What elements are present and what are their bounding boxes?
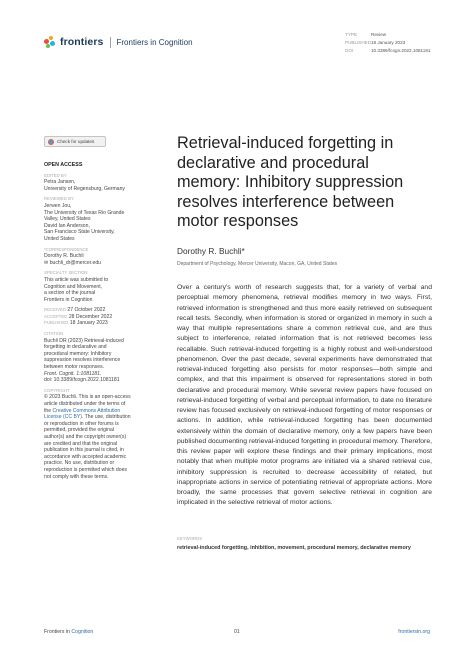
edited-by-heading: EDITED BY — [44, 172, 67, 178]
meta-published: PUBLISHED18 January 2023 — [345, 40, 406, 45]
reviewer-line: United States — [44, 235, 75, 242]
journal-name: Frontiers in Cognition — [116, 37, 193, 47]
citation-line: between motor responses. — [44, 364, 105, 371]
copyright-line: practice. No use, distribution or — [44, 460, 115, 467]
page-number: 01 — [234, 629, 240, 635]
copyright-line: author(s) and the copyright owner(s) — [44, 433, 127, 440]
title-line: Retrieval-induced forgetting in — [177, 134, 394, 152]
meta-doi[interactable]: DOI 10.3389/fcogn.2022.1081181 — [345, 48, 431, 53]
open-access-label: OPEN ACCESS — [44, 162, 83, 168]
keywords-heading: KEYWORDS — [177, 536, 203, 541]
check-updates-icon — [48, 139, 54, 145]
correspondence-heading: *CORRESPONDENCE — [44, 246, 89, 252]
copyright-heading: COPYRIGHT — [44, 387, 70, 393]
article-sidebar — [44, 162, 154, 480]
specialty-line: Frontiers in Cognition — [44, 296, 93, 303]
editor-line: Petra Jansen, — [44, 179, 76, 186]
title-line: resolves interference between — [177, 192, 395, 211]
copyright-line: are credited and that the original — [44, 440, 118, 447]
copyright-line: License (CC BY). The use, distribution — [44, 414, 131, 421]
citation-line: suppression resolves interference — [44, 357, 121, 364]
check-updates-button[interactable] — [44, 136, 106, 147]
editor-line: University of Regensburg, Germany — [44, 185, 125, 192]
article-title — [177, 134, 439, 232]
abstract-text: Over a century's worth of research suggests that, for a variety of verbal and perceptual memory phenomena, retrieval modifies memory in two ways. First, retrieved information is strengthened and thus more easily retrieved on subsequent recall tests. Secondly, when information is stored or organized in memory in such a way that multiple representations share a common retrieval cue, and are thus subject to interference, related information that is not retrieved becomes less recallable. Such retrieval-induced forgetting is a highly robust and well-understood phenomenon. Over the past decade, several experiments have demonstrated that retrieval-induced forgetting also persists for motor responses—both simple and complex, and that this impairment is observed for representations stored in both declarative and procedural memory. While several review papers have focused on retrieval-induced forgetting of verbal and perceptual information, to date no literature review has focused exclusively on retrieval-induced forgetting of motor responses or actions. In addition, while retrieval-induced forgetting has been documented extensively within the domain of declarative memory, only a few papers have been published documenting retrieval-induced forgetting in procedural memory. Therefore, this review paper will explore these findings and their primary implications, most notably that when multiple motor programs are initiated via a shared retrieval cue, inhibitory suppression is recruited to decrease accessibility of related, but inappropriate actions in service of potentiating retrieval of appropriate actions. More broadly, the same processes that govern selective retrieval in cognition are implicated in the selective retrieval of motor actions. — [177, 284, 432, 507]
reviewer-line: Jerwen Jou, — [44, 202, 72, 209]
reviewer-line: The University of Texas Rio Grande — [44, 209, 125, 216]
specialty-line: This article was submitted to — [44, 276, 109, 283]
meta-type: TYPE Review — [345, 32, 387, 37]
specialty-line: a section of the journal — [44, 290, 96, 297]
citation-line: Front. Cognit. 1:1081181. — [44, 370, 102, 377]
citation-line: procedural memory: Inhibitory — [44, 350, 112, 357]
citation-heading: CITATION — [44, 331, 64, 337]
citation-line: Buchli DR (2023) Retrieval-induced — [44, 337, 124, 344]
copyright-line: publication in this journal is cited, in — [44, 447, 124, 454]
copyright-line: not comply with these terms. — [44, 473, 109, 480]
footer-site-link[interactable]: frontiersin.org — [398, 629, 430, 635]
reviewer-line: San Francisco State University, — [44, 229, 115, 236]
copyright-line: or reproduction in other forums is — [44, 420, 119, 427]
correspondence-name: Dorothy R. Buchli — [44, 253, 84, 260]
copyright-line: the Creative Commons Attribution — [44, 407, 121, 414]
author-affiliation: Department of Psychology, Mercer University, Macon, GA, United States — [177, 261, 338, 267]
citation-line: forgetting in declarative and — [44, 344, 107, 351]
copyright-line: accordance with accepted academic — [44, 453, 127, 460]
check-updates-label: Check for updates — [57, 139, 95, 144]
dates-block — [44, 307, 154, 327]
email-icon: ✉ — [44, 259, 50, 266]
specialty-heading: SPECIALTY SECTION — [44, 270, 88, 276]
date-published: PUBLISHED 18 January 2023 — [44, 320, 108, 327]
date-accepted: ACCEPTED 28 December 2022 — [44, 313, 113, 320]
specialty-line: Cognition and Movement, — [44, 283, 103, 290]
frontiers-logo[interactable] — [44, 36, 193, 48]
copyright-line: © 2023 Buchli. This is an open-access — [44, 394, 131, 401]
date-received: RECEIVED 27 October 2022 — [44, 307, 106, 314]
article-meta — [345, 31, 430, 55]
copyright-line: article distributed under the terms of — [44, 401, 126, 407]
copyright-line: permitted, provided the original — [44, 427, 114, 434]
reviewer-line: David Ian Anderson, — [44, 222, 90, 229]
title-line: motor responses — [177, 212, 299, 230]
reviewed-by-heading: REVIEWED BY — [44, 196, 74, 202]
reviewer-line: Valley, United States — [44, 216, 91, 223]
footer-journal[interactable]: Frontiers in Cognition — [44, 629, 94, 635]
cc-license-link[interactable]: License (CC BY) — [44, 414, 82, 421]
citation-doi[interactable]: doi: 10.3389/fcogn.2022.1081181 — [44, 377, 120, 384]
author-name[interactable]: Dorothy R. Buchli* — [177, 246, 245, 256]
cc-license-link[interactable]: Creative Commons Attribution — [52, 407, 121, 414]
title-line: memory: Inhibitory suppression — [177, 173, 404, 191]
page-header — [0, 0, 474, 75]
logo-divider — [110, 37, 111, 48]
copyright-line: reproduction is permitted which does — [44, 466, 127, 473]
title-line: declarative and procedural — [177, 153, 369, 172]
correspondence-email[interactable]: ✉ buchli_dr@mercer.edu — [44, 259, 102, 266]
logo-wordmark: frontiers — [60, 36, 104, 48]
keywords-list: retrieval-induced forgetting, inhibition, movement, procedural memory, declarative memory — [177, 545, 411, 551]
frontiers-logo-icon — [44, 36, 56, 48]
